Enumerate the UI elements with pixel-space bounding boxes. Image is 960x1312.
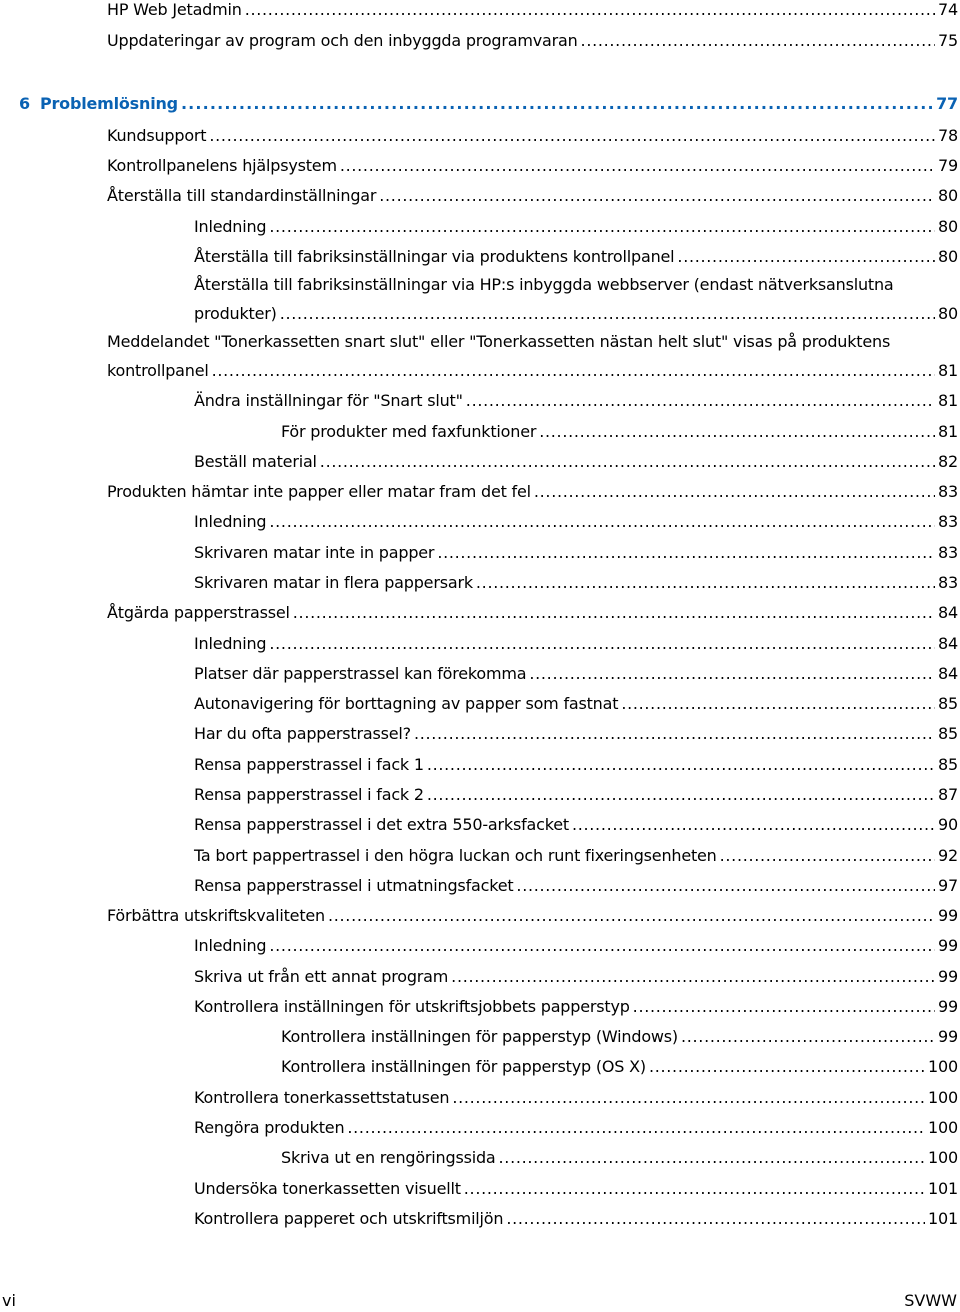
toc-page-number: 83 (938, 543, 958, 562)
toc-entry-title: Inledning (194, 936, 267, 955)
toc-page-number: 81 (938, 391, 958, 410)
dot-leader (245, 0, 935, 24)
toc-page-number: 92 (938, 846, 958, 865)
dot-leader (269, 213, 935, 241)
toc-entry-title: Inledning (194, 512, 267, 531)
toc-page-number: 85 (938, 694, 958, 713)
toc-page-number: 81 (938, 361, 958, 380)
dot-leader (720, 842, 935, 870)
dot-leader (209, 122, 935, 150)
dot-leader (581, 27, 935, 55)
toc-page-number: 100 (928, 1118, 958, 1137)
toc-page-number: 82 (938, 452, 958, 471)
toc-page-number: 85 (938, 755, 958, 774)
toc-entry-title: Rengöra produkten (194, 1118, 345, 1137)
toc-entry-title: Skriva ut en rengöringssida (281, 1148, 496, 1167)
toc-page-number: 80 (938, 247, 958, 266)
toc-page-number: 75 (938, 31, 958, 50)
toc-entry-title: Skrivaren matar in flera pappersark (194, 573, 473, 592)
toc-page-number: 79 (938, 156, 958, 175)
toc-entry-title: Kontrollera papperet och utskriftsmiljön (194, 1209, 504, 1228)
toc-page-number: 99 (938, 936, 958, 955)
dot-leader (427, 781, 935, 809)
toc-entry-title: Inledning (194, 634, 267, 653)
toc-entry-title: Kontrollpanelens hjälpsystem (107, 156, 337, 175)
toc-entry-title: Ta bort pappertrassel i den högra luckan och runt fixeringsenheten (194, 846, 717, 865)
toc-page-number: 99 (938, 967, 958, 986)
toc-entry-title: Återställa till fabriksinställningar via produktens kontrollpanel (194, 247, 675, 266)
toc-page-number: 100 (928, 1057, 958, 1076)
toc-page-number: 83 (938, 512, 958, 531)
dot-leader (534, 478, 935, 506)
dot-leader (572, 811, 935, 839)
toc-page-number: 84 (938, 603, 958, 622)
toc-entry-title: Kundsupport (107, 126, 207, 145)
toc-page-number: 80 (938, 304, 958, 323)
dot-leader (340, 152, 935, 180)
dot-leader (529, 660, 935, 688)
dot-leader (212, 357, 935, 385)
toc-page-number: 85 (938, 724, 958, 743)
toc-page-number: 99 (938, 906, 958, 925)
dot-leader (379, 182, 935, 210)
toc-page-number: 90 (938, 815, 958, 834)
toc-entry-title: Rensa papperstrassel i fack 2 (194, 785, 424, 804)
toc-entry-title: Inledning (194, 217, 267, 236)
footer-doc-code: SVWW (904, 1291, 957, 1310)
toc-page-number: 100 (928, 1148, 958, 1167)
toc-entry-title-line: Meddelandet "Tonerkassetten snart slut" eller "Tonerkassetten nästan helt slut" visas på produktens (107, 332, 891, 351)
toc-entry-title: Uppdateringar av program och den inbyggda programvaran (107, 31, 578, 50)
toc-entry-title-line: Återställa till fabriksinställningar via HP:s inbyggda webbserver (endast nätverksanslutna (194, 275, 894, 294)
toc-entry-title: Förbättra utskriftskvaliteten (107, 906, 325, 925)
toc-page-number: 101 (928, 1209, 958, 1228)
toc-entry-title: Kontrollera tonerkassettstatusen (194, 1088, 450, 1107)
dot-leader (320, 448, 935, 476)
toc-page-number: 80 (938, 217, 958, 236)
toc-entry-title: Rensa papperstrassel i det extra 550-arksfacket (194, 815, 569, 834)
toc-page-number: 97 (938, 876, 958, 895)
dot-leader (414, 720, 935, 748)
toc-entry-title: Beställ material (194, 452, 317, 471)
dot-leader (516, 872, 935, 900)
toc-entry-title: Har du ofta papperstrassel? (194, 724, 411, 743)
toc-entry-title: Skriva ut från ett annat program (194, 967, 449, 986)
toc-entry-title: HP Web Jetadmin (107, 0, 242, 19)
dot-leader (633, 993, 935, 1021)
chapter-number: 6 (19, 94, 30, 113)
toc-page-number: 99 (938, 1027, 958, 1046)
toc-entry-title: Rensa papperstrassel i utmatningsfacket (194, 876, 514, 895)
toc-page-number: 101 (928, 1179, 958, 1198)
dot-leader (452, 1084, 925, 1112)
toc-entry-title: Produkten hämtar inte papper eller matar fram det fel (107, 482, 531, 501)
toc-page-number: 80 (938, 186, 958, 205)
toc-page-number: 83 (938, 573, 958, 592)
dot-leader (427, 751, 935, 779)
dot-leader (269, 630, 935, 658)
dot-leader (181, 90, 933, 118)
dot-leader (539, 418, 935, 446)
toc-page-number: 81 (938, 422, 958, 441)
toc-entry-title: Ändra inställningar för "Snart slut" (194, 391, 463, 410)
dot-leader (451, 963, 935, 991)
toc-entry-title: Undersöka tonerkassetten visuellt (194, 1179, 461, 1198)
page-number: vi (2, 1291, 16, 1310)
toc-page-number: 100 (928, 1088, 958, 1107)
toc-page-number: 83 (938, 482, 958, 501)
toc-entry-title: Platser där papperstrassel kan förekomma (194, 664, 527, 683)
toc-page-number: 99 (938, 997, 958, 1016)
toc-page-number: 74 (938, 0, 958, 19)
toc-entry-title: produkter) (194, 304, 277, 323)
toc-entry-title: Kontrollera inställningen för utskriftsjobbets papperstyp (194, 997, 630, 1016)
toc-page-number: 84 (938, 664, 958, 683)
toc-entry-title: Rensa papperstrassel i fack 1 (194, 755, 424, 774)
toc-entry-title: Problemlösning (39, 94, 178, 113)
dot-leader (681, 1023, 935, 1051)
dot-leader (464, 1175, 925, 1203)
toc-entry-title: Åtgärda papperstrassel (107, 603, 290, 622)
toc-entry-title: kontrollpanel (107, 361, 209, 380)
dot-leader (499, 1144, 926, 1172)
toc-entry-title: Kontrollera inställningen för papperstyp (Windows) (281, 1027, 678, 1046)
dot-leader (437, 539, 935, 567)
dot-leader (466, 387, 935, 415)
toc-entry-title: Autonavigering för borttagning av papper som fastnat (194, 694, 619, 713)
dot-leader (649, 1053, 925, 1081)
toc-entry-title: Kontrollera inställningen för papperstyp (OS X) (281, 1057, 646, 1076)
dot-leader (476, 569, 935, 597)
toc-page-number: 78 (938, 126, 958, 145)
dot-leader (506, 1205, 925, 1233)
dot-leader (293, 599, 935, 627)
toc-entry-title: Återställa till standardinställningar (107, 186, 377, 205)
dot-leader (280, 300, 935, 328)
dot-leader (328, 902, 935, 930)
dot-leader (347, 1114, 925, 1142)
toc-page-number: 77 (936, 94, 958, 113)
dot-leader (269, 508, 935, 536)
toc-entry-title: Skrivaren matar inte in papper (194, 543, 435, 562)
dot-leader (621, 690, 935, 718)
toc-page-number: 87 (938, 785, 958, 804)
toc-entry-title: För produkter med faxfunktioner (281, 422, 537, 441)
dot-leader (677, 243, 935, 271)
toc-page-number: 84 (938, 634, 958, 653)
dot-leader (269, 932, 935, 960)
